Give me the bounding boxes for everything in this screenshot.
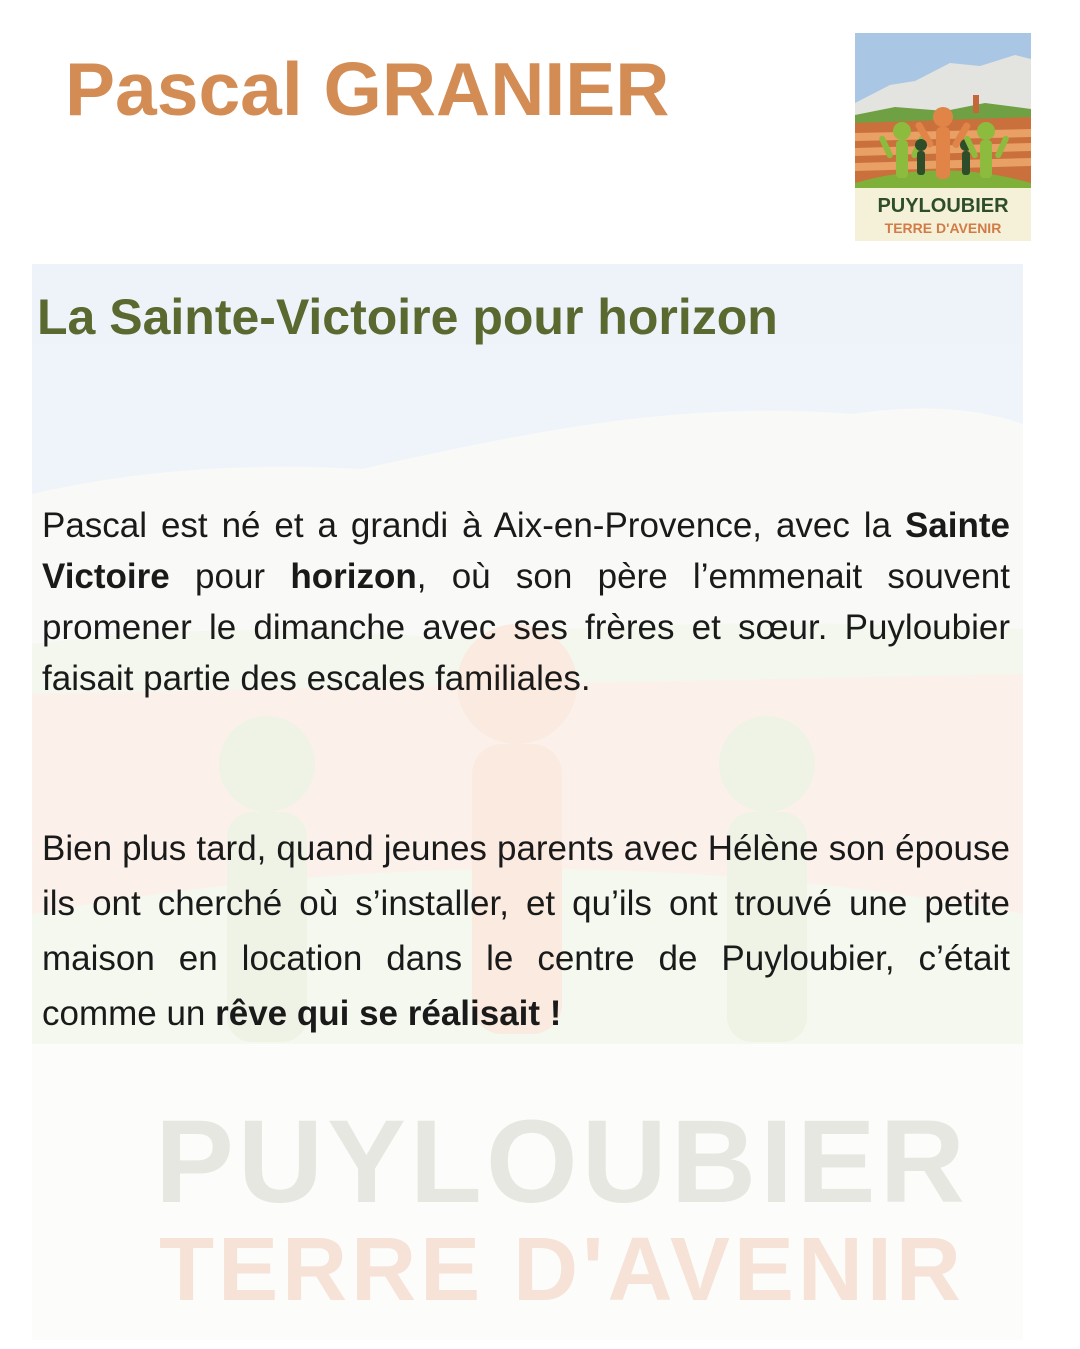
puyloubier-logo [855,33,1031,241]
person-name: Pascal GRANIER [65,47,670,131]
bold-text: rêve qui se réalisait ! [215,994,562,1033]
section-title: La Sainte-Victoire pour horizon [37,289,778,345]
paragraph-text: Bien plus tard, quand jeunes parents avec Hélène son épouse ils ont cherché où s’installer, et qu’ils ont trouvé une petite maison en location dans le centre de Puyloubier, c’était comme un [42,829,1010,1033]
paragraph-text: pour [169,557,291,596]
paragraph-text: Pascal est né et a grandi à Aix-en-Provence, avec la [42,506,905,545]
bold-text: horizon [290,557,417,596]
logo-subtitle: TERRE D'AVENIR [884,220,1002,236]
watermark-subtitle: TERRE D'AVENIR [159,1220,965,1320]
bold-text: Sainte Victoire [42,506,1010,596]
content-panel [32,264,1023,1340]
logo-title: PUYLOUBIER [877,195,1009,217]
paragraph-installation [42,821,1010,1041]
watermark-title: PUYLOUBIER [155,1096,969,1228]
paragraph-childhood [42,500,1010,704]
paragraph-text: , où son père l’emmenait souvent promener le dimanche avec ses frères et sœur. Puyloubier faisait partie des escales familiales. [42,557,1010,698]
